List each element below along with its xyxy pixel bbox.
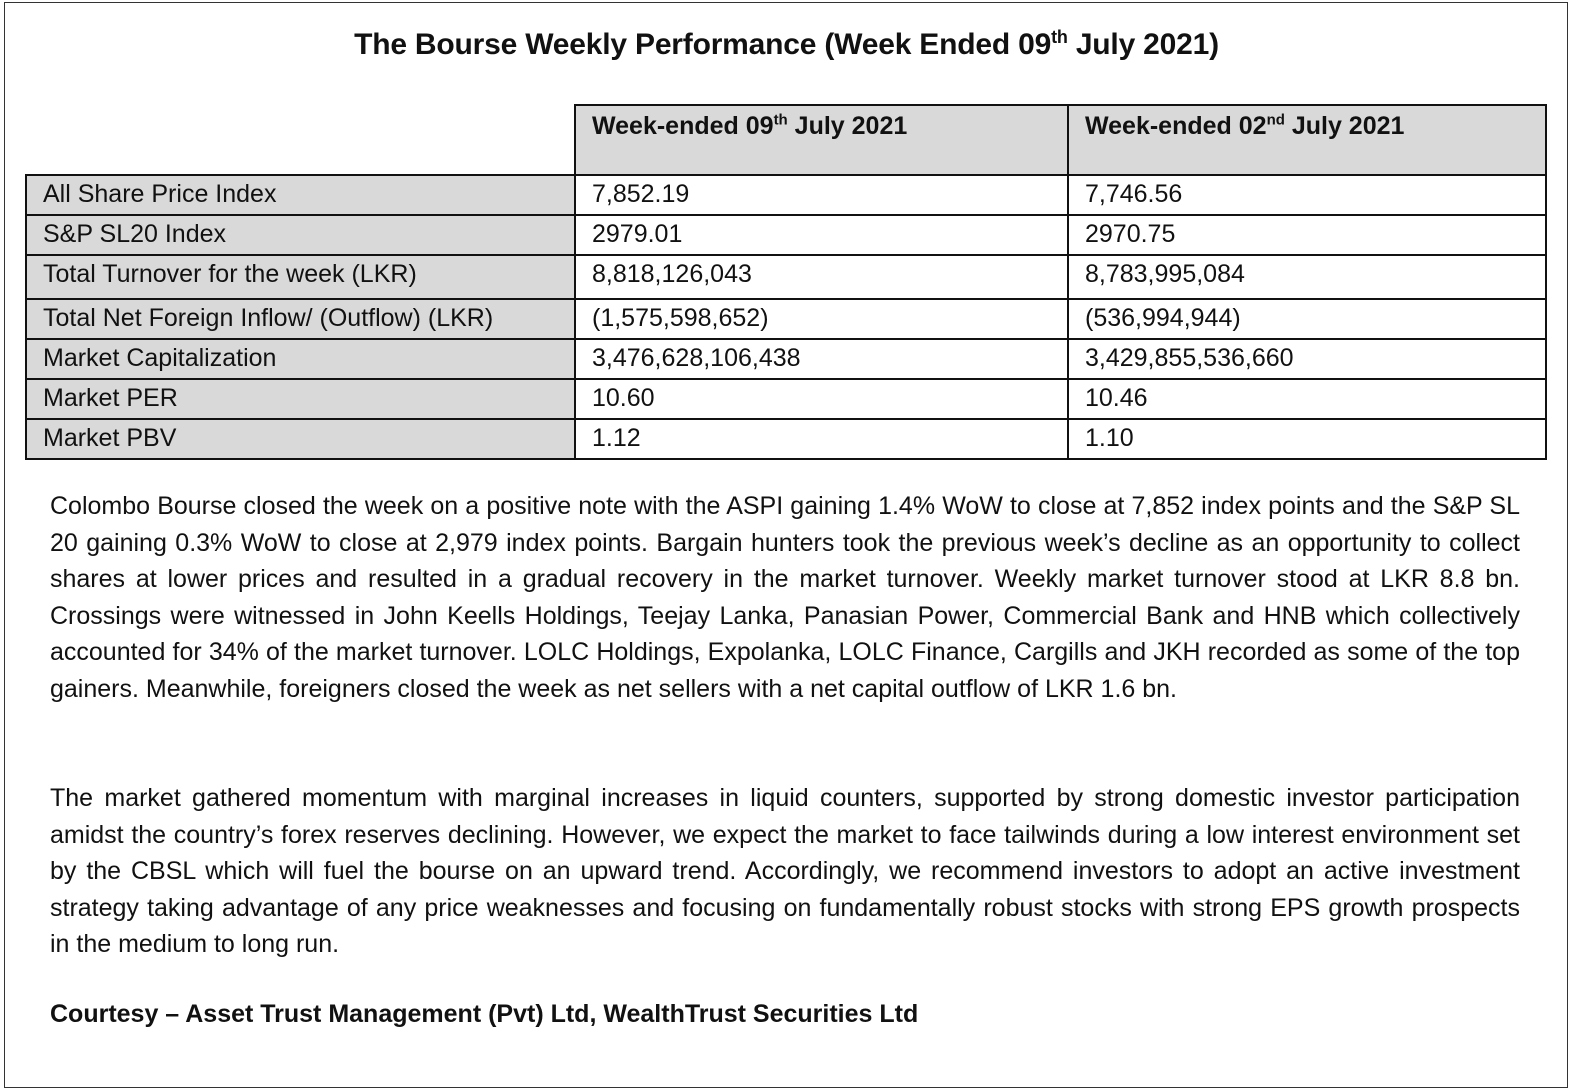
- row-label: Total Turnover for the week (LKR): [26, 255, 575, 299]
- current-week-value: 3,476,628,106,438: [575, 339, 1068, 379]
- previous-week-value: 8,783,995,084: [1068, 255, 1546, 299]
- table-row: [26, 255, 1546, 299]
- table-row: [26, 175, 1546, 215]
- performance-table: [25, 104, 1547, 460]
- previous-week-value: 7,746.56: [1068, 175, 1546, 215]
- table-row: [26, 299, 1546, 339]
- current-week-value: 2979.01: [575, 215, 1068, 255]
- table-corner-cell: [26, 105, 575, 175]
- current-week-value: (1,575,598,652): [575, 299, 1068, 339]
- row-label: Market PBV: [26, 419, 575, 459]
- row-label: Market Capitalization: [26, 339, 575, 379]
- table-header-row: [26, 105, 1546, 175]
- column-header-current-week: Week-ended 09th July 2021: [575, 105, 1068, 175]
- courtesy-line: Courtesy – Asset Trust Management (Pvt) Ltd, WealthTrust Securities Ltd: [50, 1000, 919, 1028]
- previous-week-value: (536,994,944): [1068, 299, 1546, 339]
- row-label: S&P SL20 Index: [26, 215, 575, 255]
- previous-week-value: 1.10: [1068, 419, 1546, 459]
- market-summary-paragraph: Colombo Bourse closed the week on a positive note with the ASPI gaining 1.4% WoW to close at 7,852 index points and the S&P SL 20 gaining 0.3% WoW to close at 2,979 index points. Bargain hunters took the previous week’s decline as an opportunity to collect shares at lower prices and resulted in a gradual recovery in the market turnover. Weekly market turnover stood at LKR 8.8 bn. Crossings were witnessed in John Keells Holdings, Teejay Lanka, Panasian Power, Commercial Bank and HNB which collectively accounted for 34% of the market turnover. LOLC Holdings, Expolanka, LOLC Finance, Cargills and JKH recorded as some of the top gainers. Meanwhile, foreigners closed the week as net sellers with a net capital outflow of LKR 1.6 bn.: [50, 492, 1520, 703]
- table-row: [26, 339, 1546, 379]
- row-label: All Share Price Index: [26, 175, 575, 215]
- current-week-value: 7,852.19: [575, 175, 1068, 215]
- previous-week-value: 2970.75: [1068, 215, 1546, 255]
- column-header-previous-week: Week-ended 02nd July 2021: [1068, 105, 1546, 175]
- current-week-value: 1.12: [575, 419, 1068, 459]
- market-outlook-paragraph: The market gathered momentum with marginal increases in liquid counters, supported by strong domestic investor participation amidst the country’s forex reserves declining. However, we expect the market to face tailwinds during a low interest environment set by the CBSL which will fuel the bourse on an upward trend. Accordingly, we recommend investors to adopt an active investment strategy taking advantage of any price weaknesses and focusing on fundamentally robust stocks with strong EPS growth prospects in the medium to long run.: [50, 784, 1520, 958]
- page-title: The Bourse Weekly Performance (Week Ended 09th July 2021): [354, 27, 1219, 61]
- current-week-value: 10.60: [575, 379, 1068, 419]
- previous-week-value: 10.46: [1068, 379, 1546, 419]
- previous-week-value: 3,429,855,536,660: [1068, 339, 1546, 379]
- current-week-value: 8,818,126,043: [575, 255, 1068, 299]
- table-row: [26, 419, 1546, 459]
- row-label: Total Net Foreign Inflow/ (Outflow) (LKR): [26, 299, 575, 339]
- table-row: [26, 379, 1546, 419]
- row-label: Market PER: [26, 379, 575, 419]
- table-row: [26, 215, 1546, 255]
